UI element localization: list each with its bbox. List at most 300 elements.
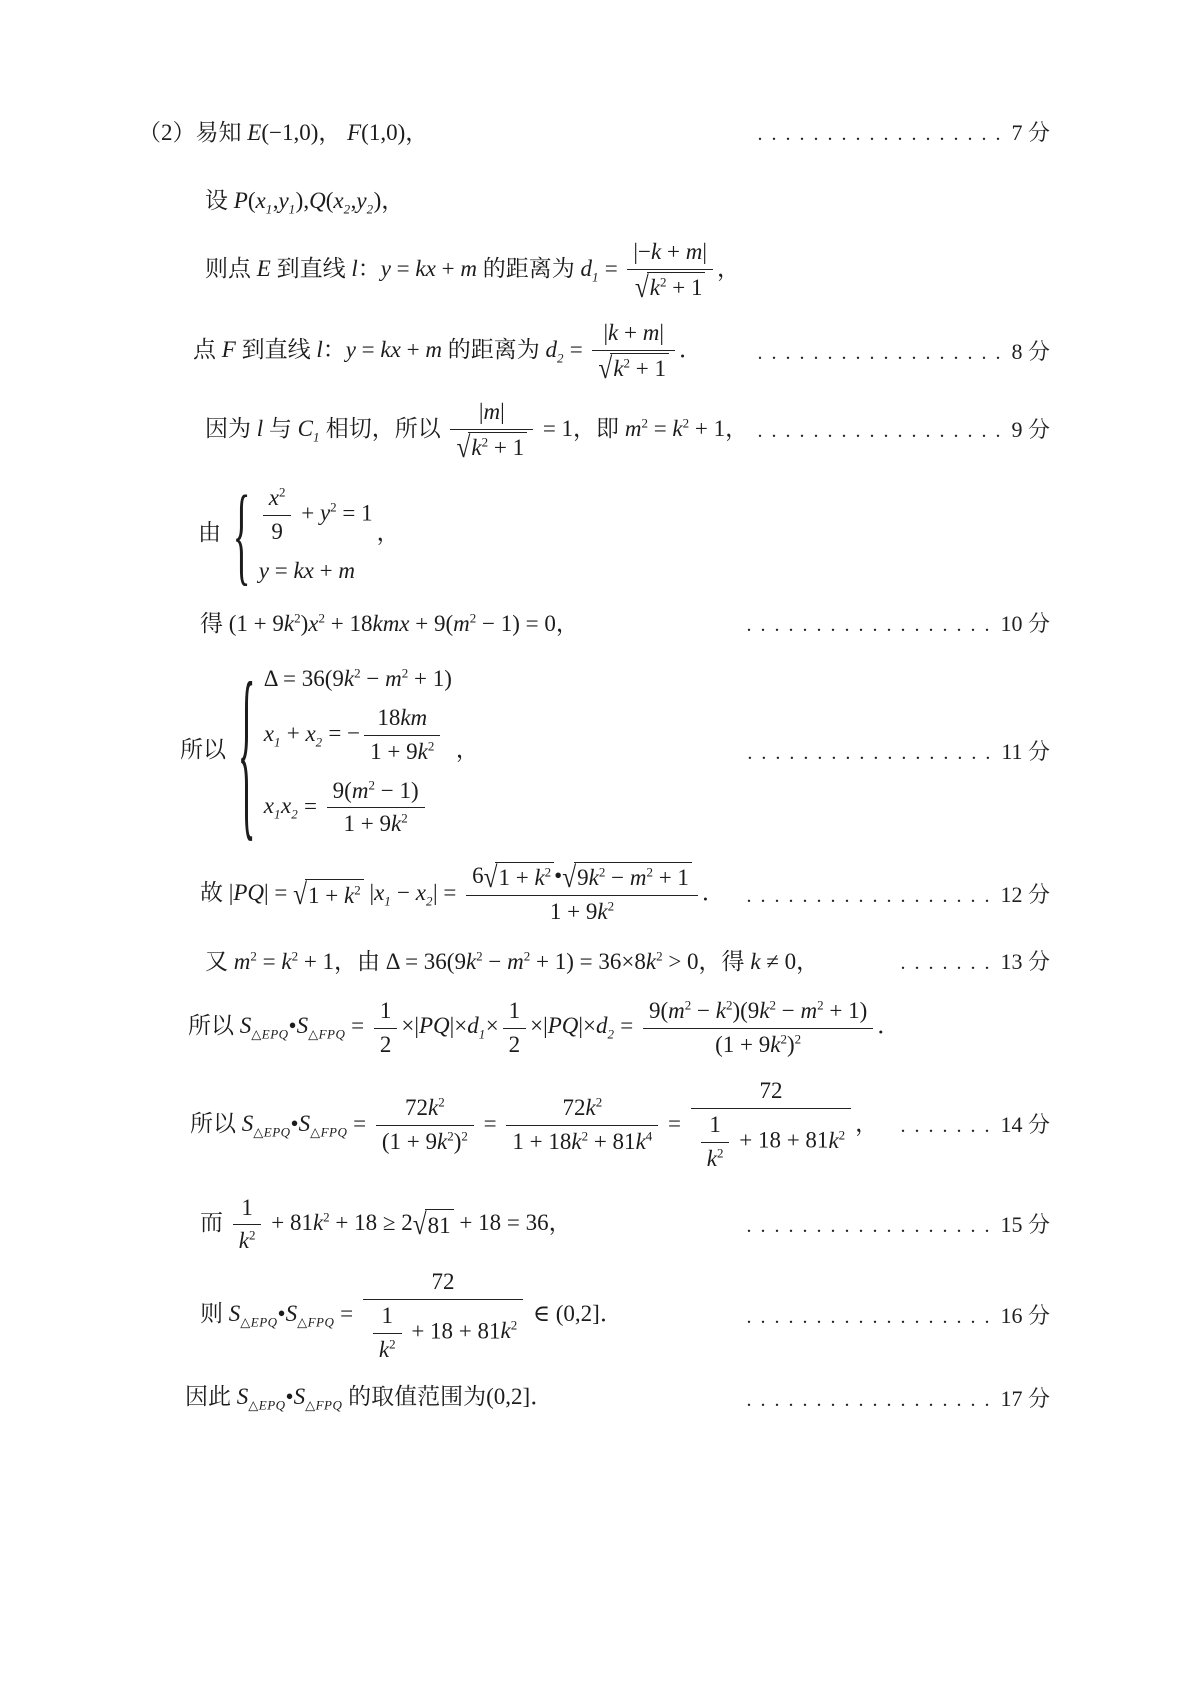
math-variable: m	[507, 948, 524, 974]
math-text: •	[554, 863, 563, 889]
math-text: )	[453, 1128, 462, 1154]
math-fraction	[373, 1302, 402, 1365]
math-text: =	[563, 336, 589, 362]
math-square-root	[598, 353, 669, 384]
solution-line-11	[0, 997, 1200, 1060]
math-text: •	[285, 1384, 294, 1410]
math-text: )	[300, 611, 309, 637]
math-variable: m	[668, 997, 685, 1023]
math-variable: d	[467, 1013, 479, 1039]
math-radicand	[425, 1209, 454, 1241]
math-text: =	[598, 256, 624, 282]
math-superscript: 2	[817, 997, 824, 1013]
math-text: + 18 + 81	[405, 1318, 501, 1344]
math-text: 72	[562, 1095, 586, 1121]
math-fraction	[643, 997, 873, 1060]
math-variable: k	[343, 882, 355, 908]
math-text: 点	[193, 336, 222, 362]
score-leader	[757, 118, 1050, 148]
math-denominator	[701, 1142, 730, 1174]
math-variable: k	[378, 1336, 390, 1362]
radical-icon: √	[483, 861, 498, 895]
score-leader	[900, 1110, 1050, 1140]
leader-dots: ..................	[757, 341, 1010, 364]
math-variable: k	[613, 356, 624, 382]
score-leader	[746, 609, 1050, 639]
math-subscripted-variable	[255, 187, 273, 217]
math-text: ，	[716, 256, 740, 282]
math-superscripted-variable	[770, 1032, 787, 1057]
math-text: + 1	[488, 435, 525, 461]
leader-dots: ..................	[757, 420, 1010, 443]
math-text: + 1，	[689, 415, 749, 441]
math-subscript: 1	[384, 893, 392, 909]
math-text: + 1	[652, 865, 689, 891]
math-variable: PQ	[233, 879, 265, 905]
math-variable: k	[417, 738, 428, 764]
math-denominator	[466, 895, 698, 927]
math-text: ．	[679, 336, 703, 362]
math-text: > 0，得	[662, 948, 751, 974]
math-text: 81	[427, 1212, 451, 1238]
math-variable: E	[247, 120, 262, 145]
math-variable: k	[759, 997, 770, 1023]
math-variable: k	[500, 1318, 511, 1344]
math-square-root	[456, 432, 527, 463]
math-text: 与	[263, 415, 298, 441]
math-superscripted-variable	[466, 949, 483, 974]
math-variable: k	[828, 1127, 839, 1153]
math-fraction	[466, 862, 698, 927]
math-text: − 1)	[374, 777, 419, 803]
math-cases-system	[231, 472, 373, 596]
math-subscripted-variable	[296, 1013, 346, 1042]
solution-line-9	[0, 862, 1200, 927]
math-superscripted-variable	[613, 356, 630, 381]
radical-icon: √	[634, 271, 649, 305]
math-variable: k	[312, 1210, 324, 1236]
math-subscript: △FPQ	[305, 1397, 343, 1413]
math-expression	[205, 399, 749, 465]
math-text: 所以	[190, 1110, 242, 1136]
math-subscript: △EPQ	[248, 1397, 286, 1413]
math-variable: k	[391, 811, 402, 837]
math-text: 9(	[648, 997, 669, 1023]
math-subscript: 2	[291, 806, 299, 822]
math-text: 1 + 9	[370, 738, 418, 764]
math-denominator	[376, 1125, 474, 1157]
math-superscripted-variable	[650, 275, 667, 300]
math-superscript: 2	[250, 948, 257, 964]
math-text: −	[482, 948, 508, 974]
math-variable: k	[608, 320, 619, 346]
math-text: ,	[350, 187, 357, 213]
math-text: •	[290, 1110, 299, 1136]
math-superscript: 2	[659, 274, 667, 290]
math-variable: m	[629, 865, 647, 891]
math-variable: S	[296, 1013, 309, 1039]
math-variable: y	[356, 187, 367, 213]
math-variable: k	[645, 948, 657, 974]
solution-line-3	[0, 238, 1200, 303]
math-superscript: 2	[684, 997, 692, 1013]
math-variable: k	[649, 275, 660, 301]
math-text: 2	[379, 1031, 392, 1057]
math-text: 得	[200, 611, 229, 637]
math-square-root	[293, 879, 364, 911]
math-radicand	[647, 272, 706, 303]
math-radicand	[305, 879, 364, 911]
math-variable: S	[239, 1013, 252, 1039]
math-text: 72	[405, 1095, 429, 1121]
math-variable: k	[281, 948, 292, 974]
math-numerator	[374, 997, 398, 1028]
math-variable: S	[241, 1110, 254, 1136]
math-text: |	[500, 399, 505, 425]
math-expression	[200, 611, 579, 636]
math-text: =	[268, 558, 294, 584]
math-superscript: 2	[780, 1030, 787, 1046]
math-text: (1 + 9	[715, 1031, 771, 1057]
math-text: + 18 ≥ 2	[329, 1210, 413, 1236]
math-text: ,	[272, 187, 279, 213]
math-text: |×	[578, 1013, 596, 1039]
math-text: ，	[455, 736, 479, 762]
math-radicand	[574, 862, 692, 893]
math-variable: x	[308, 611, 319, 637]
math-superscript: 2	[401, 810, 408, 826]
solution-line-14	[0, 1268, 1200, 1364]
math-variable: k	[770, 1031, 781, 1057]
math-variable: k	[588, 865, 599, 891]
radical-icon: √	[412, 1207, 427, 1241]
math-square-root	[413, 1209, 454, 1241]
math-variable: x	[333, 187, 344, 213]
math-subscripted-variable	[263, 793, 281, 822]
math-superscripted-variable	[668, 998, 691, 1023]
math-text: + 81	[588, 1128, 636, 1154]
math-superscripted-variable	[428, 1095, 445, 1120]
math-text: −	[776, 997, 801, 1023]
math-superscript: 2	[607, 898, 615, 914]
math-denominator	[263, 515, 292, 547]
math-text: |	[363, 879, 375, 905]
math-text: 9(	[332, 777, 352, 803]
math-text: + 1	[666, 275, 703, 301]
math-subscript: △EPQ	[253, 1124, 291, 1140]
math-superscript: 2	[523, 948, 531, 964]
math-variable: x	[263, 793, 274, 819]
math-variable: l	[351, 256, 358, 282]
math-fraction	[233, 1194, 262, 1257]
math-text: (1 + 9	[381, 1128, 437, 1154]
math-denominator	[691, 1108, 851, 1174]
math-superscripted-variable	[471, 435, 488, 460]
math-denominator	[327, 807, 425, 839]
math-subscripted-variable	[293, 1384, 343, 1413]
math-numerator	[363, 1268, 523, 1299]
math-text: 1 +	[308, 882, 344, 908]
math-expression	[200, 1194, 572, 1254]
math-text: |	[702, 239, 707, 265]
math-superscript: 2	[291, 948, 299, 964]
math-text: 6	[472, 863, 484, 889]
math-subscript: △EPQ	[240, 1315, 278, 1331]
math-text: + 1)	[408, 666, 452, 692]
math-denominator	[374, 1028, 398, 1060]
math-subscripted-variable	[285, 1301, 335, 1331]
math-text: −	[691, 997, 716, 1023]
math-subscripted-variable	[305, 720, 323, 750]
math-variable: k	[635, 1128, 646, 1154]
math-text: + 1)	[823, 997, 868, 1023]
math-text: 1 +	[498, 865, 535, 891]
math-numerator	[506, 1094, 658, 1125]
math-text: ，	[376, 520, 400, 546]
math-variable: k	[283, 611, 295, 637]
math-text: + 81	[265, 1210, 313, 1236]
math-subscripted-variable	[333, 187, 351, 217]
math-superscripted-variable	[391, 811, 408, 836]
math-text: ．	[877, 1013, 901, 1039]
math-superscripted-variable	[344, 666, 361, 691]
solution-line-13	[0, 1194, 1200, 1257]
math-subscript: △FPQ	[308, 1026, 346, 1042]
radical-icon: √	[293, 877, 307, 911]
math-numerator	[627, 238, 713, 269]
math-subscripted-variable	[228, 1301, 278, 1331]
math-variable: x	[374, 879, 385, 905]
math-superscript: 4	[645, 1128, 653, 1144]
math-superscript: 2	[481, 434, 489, 450]
math-variable: k	[238, 1228, 249, 1254]
math-subscripted-variable	[356, 187, 374, 217]
math-superscript: 2	[581, 1128, 589, 1144]
math-text: 设	[205, 187, 234, 213]
math-superscript: 2	[725, 997, 733, 1013]
math-text: 则	[200, 1301, 229, 1327]
math-numerator	[503, 997, 527, 1028]
math-text: |	[603, 320, 609, 346]
math-text: 到直线	[270, 256, 352, 282]
score-leader	[757, 416, 1050, 446]
math-superscripted-variable	[672, 416, 689, 441]
math-radicand	[468, 432, 527, 463]
math-text: + 9(	[409, 611, 454, 637]
math-text: (	[247, 187, 256, 213]
math-superscript: 2	[354, 881, 361, 897]
math-variable: m	[385, 666, 402, 692]
math-text: 1	[709, 1112, 721, 1138]
math-variable: m	[685, 239, 703, 265]
math-subscript: 2	[425, 893, 433, 909]
math-text: =	[662, 1110, 687, 1136]
math-superscripted-variable	[239, 1228, 256, 1253]
math-expression	[205, 239, 740, 305]
math-subscript: △FPQ	[297, 1315, 335, 1331]
math-text: 的距离为	[476, 256, 581, 282]
math-text: 又	[205, 948, 234, 974]
math-variable: m	[425, 336, 442, 362]
math-subscripted-variable	[545, 336, 564, 366]
left-brace-icon: {	[237, 642, 256, 857]
math-fraction	[450, 398, 533, 463]
math-text: 所以	[188, 1013, 240, 1039]
math-superscript: 2	[330, 499, 337, 515]
math-text: )，	[373, 187, 405, 213]
math-fraction	[363, 1268, 523, 1364]
math-superscripted-variable	[597, 899, 614, 924]
math-superscript: 2	[401, 665, 409, 681]
math-denominator	[643, 1028, 873, 1060]
radical-icon: √	[562, 861, 577, 895]
math-text: 相切，所以	[319, 415, 447, 441]
math-text: +	[295, 500, 320, 526]
math-text: 的距离为	[441, 336, 546, 362]
math-superscripted-variable	[313, 1210, 330, 1235]
math-subscripted-variable	[467, 1013, 486, 1042]
math-text: 18	[377, 705, 401, 731]
math-superscripted-variable	[320, 500, 337, 525]
math-variable: kx	[293, 558, 314, 584]
math-numerator	[376, 1094, 474, 1125]
math-subscript: 1	[478, 1026, 486, 1042]
math-superscripted-variable	[269, 485, 286, 510]
math-variable: y	[345, 336, 356, 362]
math-text: 72	[759, 1078, 783, 1104]
math-superscripted-variable	[284, 611, 301, 636]
math-numerator	[592, 319, 675, 350]
math-variable: Q	[309, 187, 326, 213]
math-numerator	[233, 1194, 262, 1225]
math-square-root	[635, 272, 706, 303]
math-superscript: 2	[838, 1126, 846, 1142]
math-text: ),	[295, 187, 310, 213]
math-variable: F	[221, 336, 236, 362]
math-expression	[193, 320, 703, 386]
solution-line-7	[0, 609, 1200, 639]
math-subscripted-variable	[297, 415, 320, 445]
math-fraction	[691, 1077, 851, 1173]
leader-dots: ..................	[746, 884, 999, 907]
math-subscript: 1	[273, 734, 281, 750]
math-superscript: 2	[656, 948, 663, 964]
math-numerator	[373, 1302, 402, 1333]
leader-dots: ..................	[746, 1388, 999, 1411]
math-variable: m	[460, 256, 477, 282]
math-fraction	[364, 704, 440, 767]
math-subscript: 2	[315, 734, 323, 750]
math-superscripted-variable	[636, 1129, 653, 1154]
math-variable: kx	[380, 336, 401, 362]
math-superscript: 2	[248, 1227, 256, 1243]
math-variable: d	[596, 1013, 608, 1039]
math-variable: l	[316, 336, 323, 362]
math-numerator	[327, 777, 425, 808]
math-superscripted-variable	[759, 998, 776, 1023]
math-text: 因此	[185, 1384, 237, 1410]
math-text: +	[400, 336, 426, 362]
math-variable: m	[233, 948, 251, 974]
math-text: + 1) = 36×8	[530, 948, 646, 974]
math-subscript: 2	[343, 201, 351, 217]
math-text: =	[334, 1301, 359, 1327]
math-numerator	[691, 1077, 851, 1108]
math-fraction	[503, 997, 527, 1060]
math-text: 72	[431, 1269, 455, 1295]
math-text: 故	[200, 879, 229, 905]
math-variable: PQ	[547, 1013, 579, 1039]
math-text: ．	[701, 879, 725, 905]
math-text: 的取值范围为(0,2]．	[342, 1384, 554, 1410]
math-superscripted-variable	[507, 949, 530, 974]
math-variable: m	[453, 611, 470, 637]
math-text: 则点	[205, 256, 257, 282]
math-variable: x	[305, 720, 316, 746]
math-superscript: 2	[368, 776, 375, 792]
score-leader	[900, 947, 1050, 977]
math-text: |−	[633, 239, 651, 265]
math-text: =	[390, 256, 416, 282]
leader-dots: ..................	[746, 1306, 999, 1329]
math-fraction	[701, 1111, 730, 1174]
math-superscripted-variable	[352, 778, 375, 803]
math-variable: m	[338, 558, 355, 584]
math-variable: x	[263, 720, 274, 746]
math-superscript: 2	[646, 864, 653, 880]
math-superscript: 2	[769, 997, 777, 1013]
math-cases-row	[264, 777, 429, 840]
math-superscripted-variable	[501, 1318, 518, 1343]
math-denominator	[450, 429, 533, 463]
math-denominator	[364, 735, 440, 767]
math-text: =	[298, 793, 323, 819]
math-variable: m	[351, 777, 369, 803]
radical-icon: √	[456, 430, 471, 465]
math-superscript: 2	[427, 738, 435, 754]
score-label: 14 分	[1000, 1112, 1050, 1138]
math-variable: l	[256, 415, 264, 441]
score-label: 15 分	[1000, 1211, 1050, 1237]
math-text: |	[228, 879, 234, 905]
math-variable: d	[545, 336, 557, 362]
math-text: = −	[322, 720, 361, 746]
math-text: = 1	[336, 500, 373, 526]
math-text: |	[478, 399, 484, 425]
math-variable: k	[343, 666, 355, 692]
math-text: 1 + 9	[343, 811, 392, 837]
math-text: | =	[432, 879, 463, 905]
math-expression	[200, 861, 725, 925]
math-fraction	[592, 319, 675, 384]
score-leader	[746, 1210, 1050, 1240]
math-subscripted-variable	[580, 256, 599, 285]
math-variable: m	[642, 320, 660, 346]
math-cases-rows	[259, 479, 373, 591]
solution-line-10	[0, 947, 1200, 977]
math-variable: kmx	[372, 611, 410, 637]
math-denominator	[233, 1224, 262, 1256]
math-superscript: 2	[354, 665, 361, 681]
solution-line-2	[0, 186, 1200, 218]
math-fraction	[627, 238, 713, 303]
math-superscripted-variable	[646, 949, 663, 974]
math-text: =	[614, 1013, 639, 1039]
math-superscript: 2	[294, 610, 301, 626]
math-subscript: △FPQ	[310, 1124, 348, 1140]
math-subscripted-variable	[241, 1110, 291, 1140]
math-text: 1	[379, 997, 392, 1023]
